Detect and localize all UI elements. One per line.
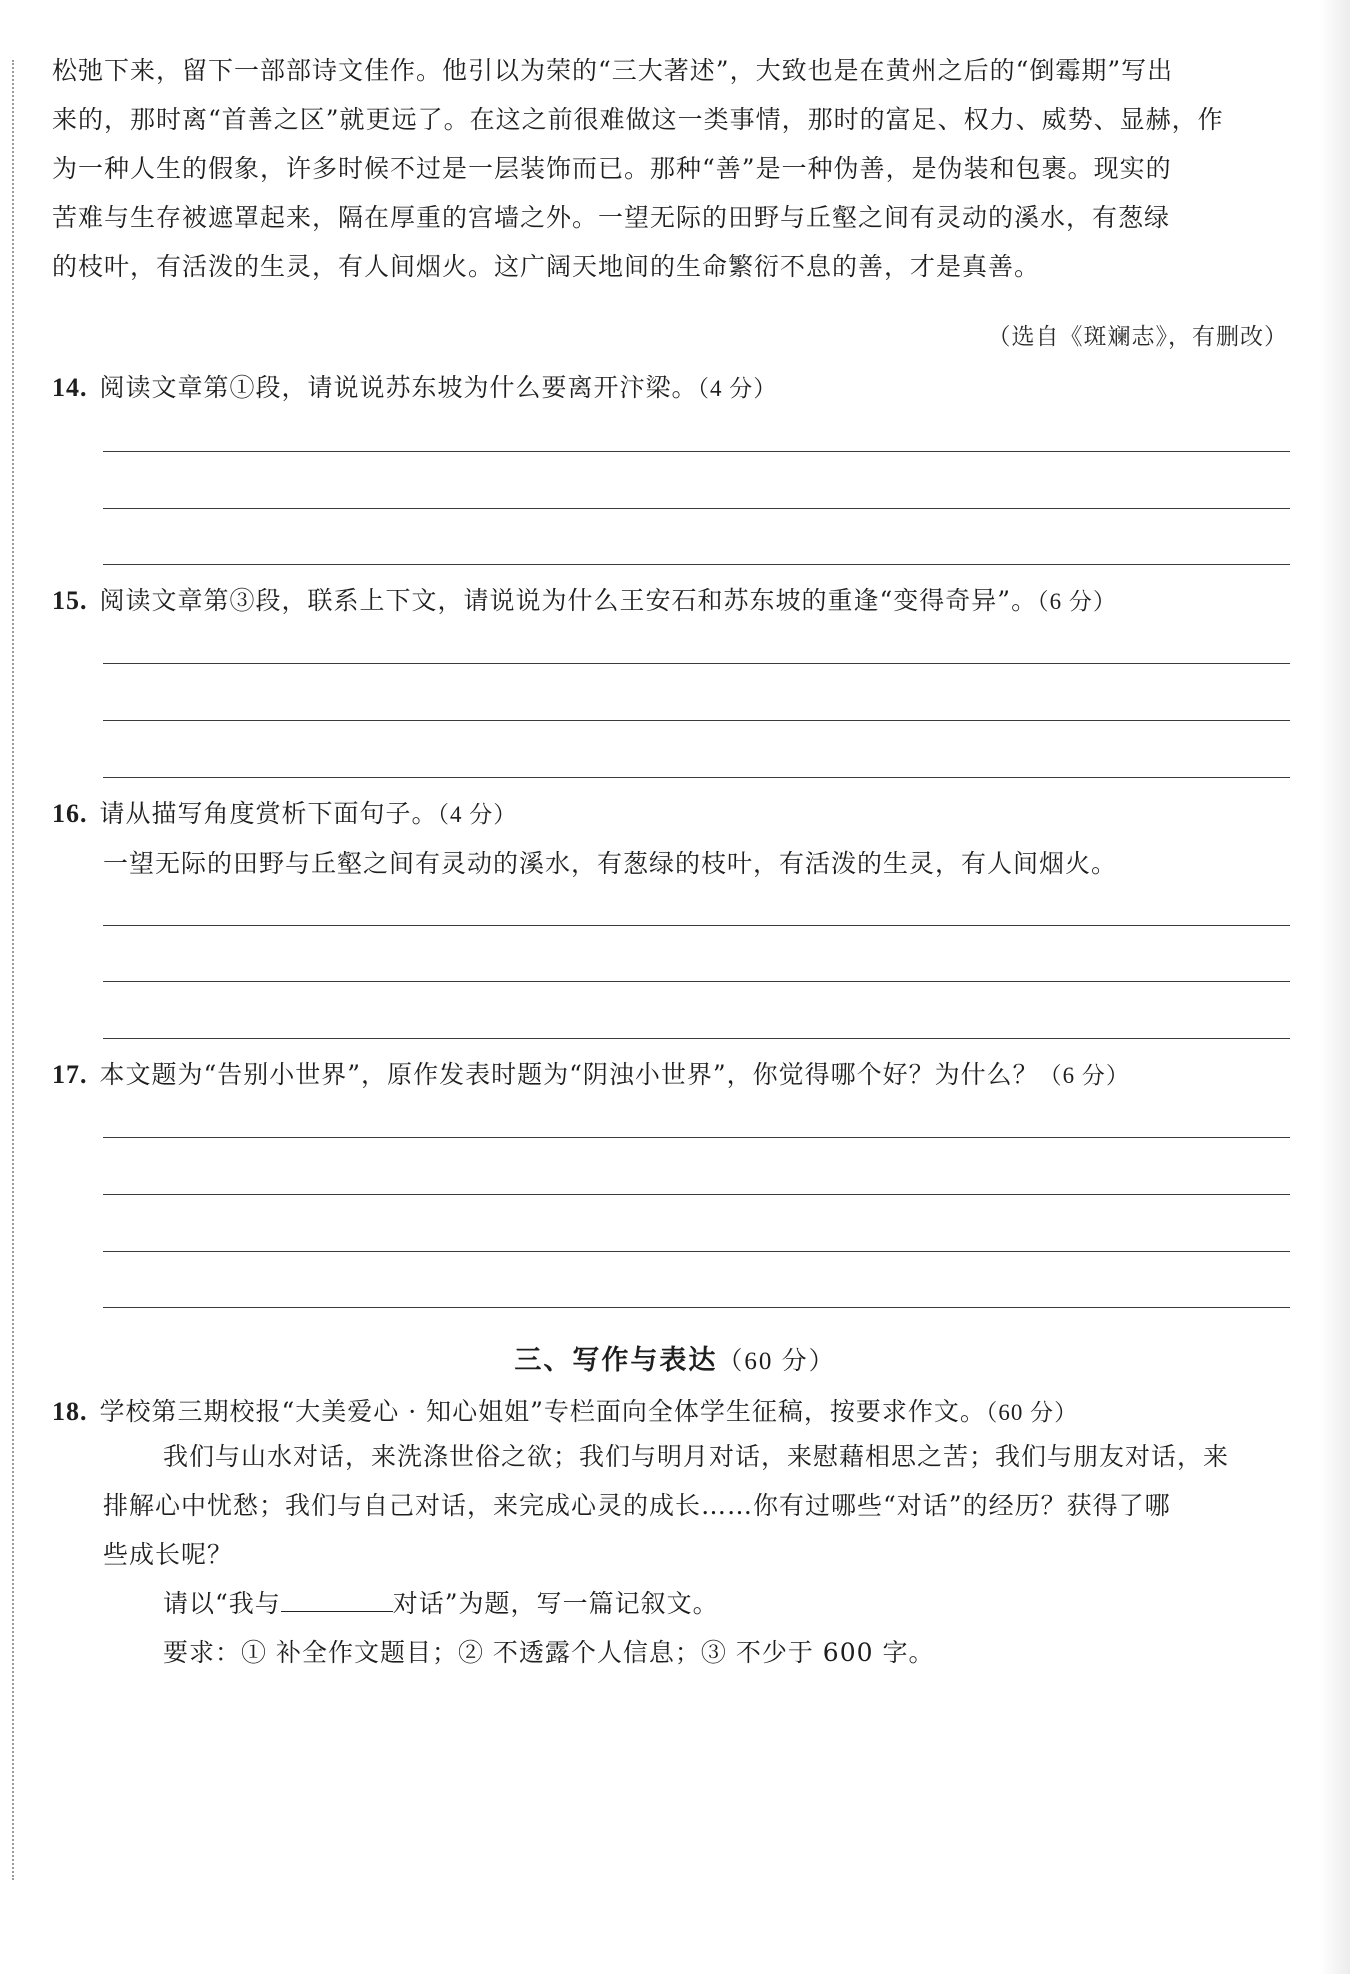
question-number: 15.: [52, 586, 88, 615]
passage-source: （选自《斑斓志》，有删改）: [987, 324, 1288, 350]
prompt-line: 排解心中忧愁；我们与自己对话，来完成心灵的成长……你有过哪些“对话”的经历？获得了哪: [103, 1491, 1171, 1520]
prompt-line: 些成长呢？: [103, 1540, 234, 1569]
answer-line[interactable]: [103, 1137, 1290, 1138]
answer-line[interactable]: [103, 925, 1290, 926]
title-suffix: 对话”为题，写一篇记叙文。: [392, 1589, 719, 1618]
question-text: 学校第三期校报“大美爱心 · 知心姐姐”专栏面向全体学生征稿，按要求作文。: [99, 1397, 986, 1426]
question-score: （6 分）: [1038, 1063, 1130, 1088]
question-text: 本文题为“告别小世界”，原作发表时题为“阴浊小世界”，你觉得哪个好？为什么？: [99, 1060, 1039, 1089]
answer-line[interactable]: [103, 663, 1290, 664]
question-text: 请从描写角度赏析下面句子。: [99, 799, 438, 828]
question-16: [52, 794, 517, 830]
answer-line[interactable]: [103, 1194, 1290, 1195]
essay-requirements: 要求：① 补全作文题目；② 不透露个人信息；③ 不少于 600 字。: [163, 1638, 935, 1667]
section-title: 三、写作与表达: [514, 1345, 718, 1376]
title-blank[interactable]: [281, 1589, 393, 1612]
answer-line[interactable]: [103, 508, 1290, 509]
question-score: （4 分）: [437, 802, 518, 827]
answer-line[interactable]: [103, 451, 1290, 452]
question-text: 阅读文章第①段，请说说苏东坡为什么要离开汴梁。: [99, 373, 698, 402]
passage-line: 的枝叶，有活泼的生灵，有人间烟火。这广阔天地间的生命繁衍不息的善，才是真善。: [52, 252, 1041, 281]
passage-paragraph: [52, 46, 1292, 291]
question-number: 14.: [52, 373, 88, 402]
section-points: （60 分）: [717, 1348, 836, 1375]
question-14: [52, 368, 777, 404]
page-edge-shadow: [1320, 0, 1350, 1974]
answer-line[interactable]: [103, 1307, 1290, 1308]
question-number: 18.: [52, 1397, 88, 1426]
answer-line[interactable]: [103, 564, 1290, 565]
answer-line[interactable]: [103, 720, 1290, 721]
prompt-line: 我们与山水对话，来洗涤世俗之欲；我们与明月对话，来慰藉相思之苦；我们与朋友对话，来: [163, 1442, 1230, 1471]
question-15: [52, 581, 1117, 617]
essay-title-instruction: [103, 1579, 1290, 1628]
quoted-sentence: 一望无际的田野与丘壑之间有灵动的溪水，有葱绿的枝叶，有活泼的生灵，有人间烟火。: [103, 849, 1118, 878]
question-number: 17.: [52, 1060, 88, 1089]
passage-line: 来的，那时离“首善之区”就更远了。在这之前很难做这一类事情，那时的富足、权力、威势、显赫，作: [52, 105, 1224, 134]
answer-line[interactable]: [103, 1251, 1290, 1252]
passage-line: 松弛下来，留下一部部诗文佳作。他引以为荣的“三大著述”，大致也是在黄州之后的“倒霉期”写出: [52, 56, 1174, 85]
question-score: （6 分）: [1037, 589, 1117, 614]
question-score: （4 分）: [697, 376, 778, 401]
essay-prompt: [103, 1432, 1290, 1677]
answer-line[interactable]: [103, 1038, 1290, 1039]
question-number: 16.: [52, 799, 88, 828]
answer-line[interactable]: [103, 981, 1290, 982]
passage-line: 为一种人生的假象，许多时候不过是一层装饰而已。那种“善”是一种伪善，是伪装和包裹。现实的: [52, 154, 1172, 183]
question-18: [52, 1392, 1078, 1428]
passage-line: 苦难与生存被遮罩起来，隔在厚重的宫墙之外。一望无际的田野与丘壑之间有灵动的溪水，有葱绿: [52, 203, 1171, 232]
title-prefix: 请以“我与: [163, 1589, 281, 1618]
binding-margin-line: [12, 60, 14, 1880]
section-heading: [0, 1338, 1350, 1377]
question-score: （60 分）: [985, 1400, 1079, 1425]
question-text: 阅读文章第③段，联系上下文，请说说为什么王安石和苏东坡的重逢“变得奇异”。: [99, 586, 1038, 615]
question-17: [52, 1055, 1130, 1091]
answer-line[interactable]: [103, 777, 1290, 778]
